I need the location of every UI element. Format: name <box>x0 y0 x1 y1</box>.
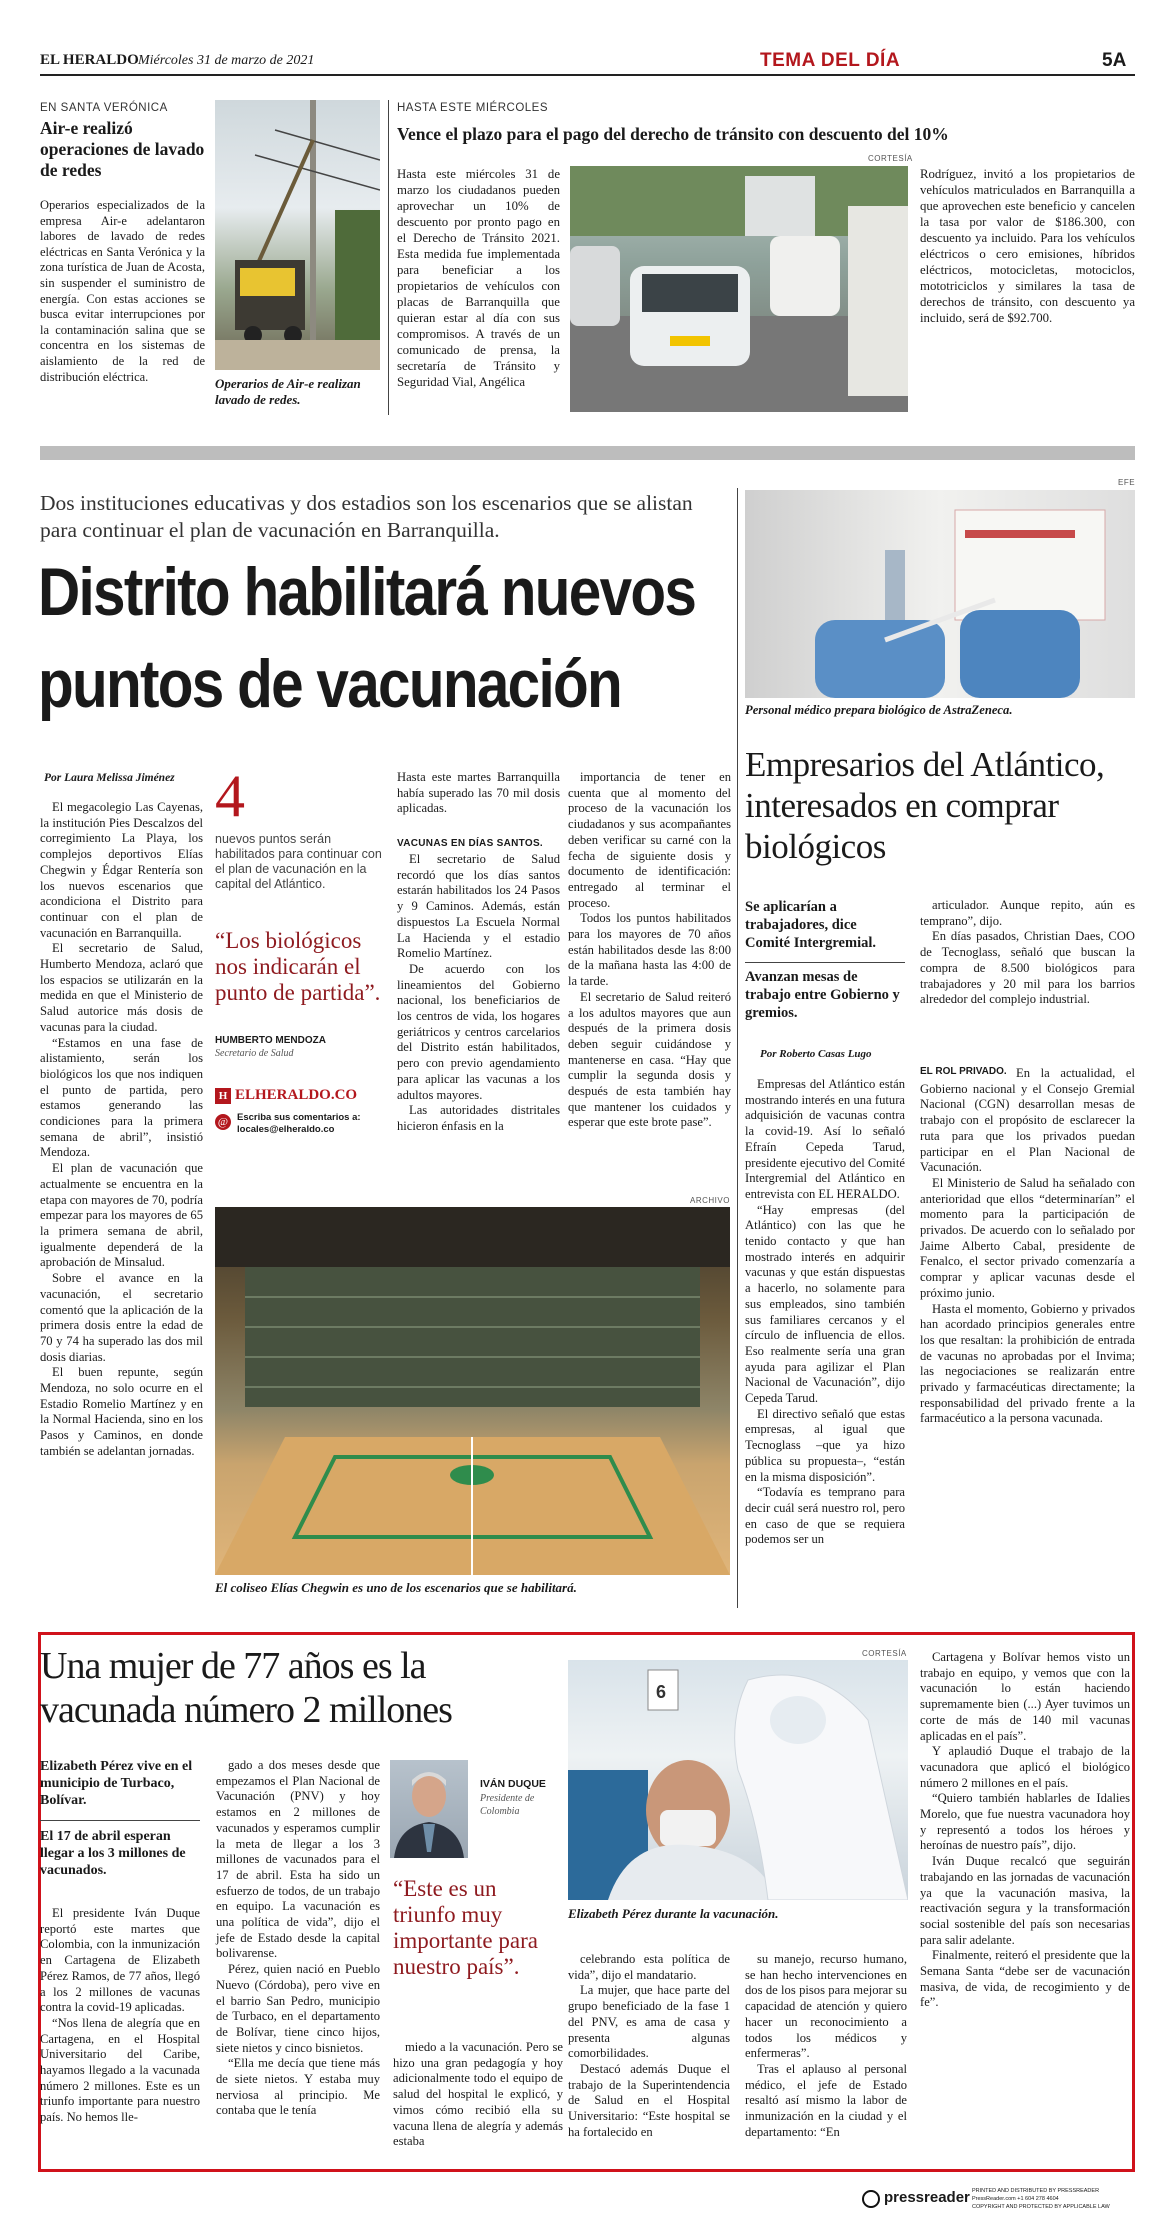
brief2-kicker: HASTA ESTE MIÉRCOLES <box>397 102 549 114</box>
pressreader-logo-icon <box>862 2190 880 2208</box>
brief1-caption: Operarios de Air-e realizan lavado de redes. <box>215 376 361 407</box>
page-number: 5A <box>1102 50 1127 71</box>
brief1-kicker: EN SANTA VERÓNICA <box>40 102 168 114</box>
section-bar <box>40 446 1135 460</box>
paragraph: De acuerdo con los lineamientos del Gobierno nacional, los beneficiarios de los centros de vida, los hogares geriátricos y centros carcelarios del Distrito están habilitados, pero con previo agendamiento para aplicar las vacunas a los adultos mayores. <box>397 961 560 1102</box>
paragraph: Y aplaudió Duque el trabajo de la vacunadora que aplicó el biológico número 2 millones en el país. <box>920 1744 1130 1790</box>
promo-text: Escriba sus comentarios a: <box>237 1112 361 1123</box>
brief2-photo <box>570 166 908 412</box>
box-summary1: Elizabeth Pérez vive en el municipio de Turbaco, Bolívar. <box>40 1759 193 1808</box>
brief1-body: Operarios especializados de la empresa Air-e adelantaron labores de lavado de redes eléctricas en Santa Verónica y la zona turística de Juan de Acosta, sin suspender el suministro de energía. Con estas acciones se busca evitar interrupciones por la contaminación salina que se concentra en los sistemas de aislamiento de la red de distribución eléctrica. <box>40 198 205 384</box>
paragraph: Iván Duque recalcó que seguirán trabajando en las jornadas de vacunación ya que la vacunación masiva, la reactivación segura y la transformación social sostenible del país son necesarias para salir adelante. <box>920 1854 1130 1947</box>
masthead: EL HERALDO <box>40 52 139 68</box>
side-photo-caption: Personal médico prepara biológico de AstraZeneca. <box>745 703 1013 717</box>
main-col3-subhead: VACUNAS EN DÍAS SANTOS. <box>397 838 543 849</box>
paragraph: En días pasados, Christian Daes, COO de Tecnoglass, señaló que buscan la compra de 8.500 biológicos para trabajadores y 20 mil para los barrios alrededor del complejo industrial. <box>920 929 1135 1007</box>
pressreader-footer <box>862 2186 1135 2216</box>
side-col1 <box>745 1077 905 1548</box>
main-deck: Dos instituciones educativas y dos estadios son los escenarios que se alistan para continuar el plan de vacunación en Barranquilla. <box>40 491 693 542</box>
paragraph: El presidente Iván Duque reportó este martes que Colombia, con la inmunización en Cartagena de Elizabeth Pérez Ramos, de 77 años, llegó a los 2 millones de vacunas contra la covid-19 aplicadas. <box>40 1906 200 2015</box>
brief2-photo-credit: CORTESÍA <box>868 154 913 163</box>
pressreader-brand: pressreader <box>884 2189 970 2206</box>
paragraph: Cartagena y Bolívar hemos visto un trabajo en equipo, y vemos que con la vacunación lo están haciendo supremamente bien (...) Ayer tuvimos un corte de más de 140 mil vacunas aplicadas en el país”. <box>920 1650 1130 1743</box>
paragraph: celebrando esta política de vida”, dijo el mandatario. <box>568 1952 730 1982</box>
main-col1 <box>40 800 203 1460</box>
paragraph: Hasta el momento, Gobierno y privados han acordado principios generales entre los que resaltan: la prohibición de entrada de vacunas no aprobadas por el Invima; las negociaciones se realizarán entre privado y farmacéuticas directamente; la responsabilidad del privado frente a la farmacéutico a la persona vacunada. <box>920 1301 1135 1426</box>
box-col1 <box>40 1906 200 2126</box>
footer-line1: PRINTED AND DISTRIBUTED BY PRESSREADER <box>972 2188 1100 2194</box>
side-col2-subhead: EL ROL PRIVADO. <box>920 1066 1007 1077</box>
paragraph: su manejo, recurso humano, se han hecho intervenciones en dos de los pisos para mejorar su capacidad de atención y quiero hacer un reconocimiento a todos los médicos y enfermeras”. <box>745 1952 907 2061</box>
paragraph: “Quiero también hablarles de Idalies Morelo, que fue nuestra vacunadora hoy y representó a todos los héroes y heroínas de nuestro país”, dijo. <box>920 1791 1130 1853</box>
paragraph: miedo a la vacunación. Pero se hizo una gran pedagogía y hoy adicionalmente todo el equipo de salud del hospital le explicó, y vimos cómo recibió ella su vacuna llena de alegría y además estaba <box>393 2040 563 2149</box>
paragraph: “Todavía es temprano para decir cuál será nuestro rol, pero en caso de que se requiera podemos ser un <box>745 1485 905 1547</box>
main-photo <box>215 1207 730 1575</box>
quote-role: Secretario de Salud <box>215 1048 294 1059</box>
side-byline: Por Roberto Casas Lugo <box>760 1048 872 1060</box>
brief2-col2: Rodríguez, invitó a los propietarios de vehículos matriculados en Barranquilla a que aprovechen este beneficio y cancelen la tasa por valor de $186.300, con descuento ya incluido. Para los vehículos eléctricos o cero emisiones, híbridos eléctricos, motocicletas, motociclos, mototriciclos y similares la tasa de derechos de tránsito, con descuento ya incluido, será de $92.700. <box>920 167 1135 325</box>
box-quote-role: Presidente de Colombia <box>480 1793 535 1817</box>
paragraph: En la actualidad, el Gobierno nacional y el Consejo Gremial Nacional (CGN) desarrollan mesas de trabajo con el propósito de esclarecer la ruta para que los privados puedan participar en el Plan Nacional de Vacunación. <box>920 1066 1135 1175</box>
main-col3-intro: Hasta este martes Barranquilla había superado las 70 mil dosis aplicadas. <box>397 770 560 816</box>
promo-email[interactable]: locales@elheraldo.co <box>237 1124 335 1135</box>
paragraph: El plan de vacunación que actualmente se encuentra en la etapa con mayores de 70, podría empezar para los mayores de 65 la primera semana de abril, igualmente dependerá de la aprobación de Minsalud. <box>40 1161 203 1270</box>
promo-brand: ELHERALDO.CO <box>235 1087 358 1103</box>
box-headline-line2: vacunada número 2 millones <box>40 1689 452 1731</box>
paragraph: El secretario de Salud recordó que los días santos estarán habilitados los 24 Pasos y 9 Caminos. Además, están dispuestos La Escuela Normal La Hacienda y el estadio Romelio Martínez. <box>397 852 560 961</box>
box-photo <box>568 1660 908 1900</box>
box-col3 <box>393 2040 563 2150</box>
box-summary2: El 17 de abril esperan llegar a los 3 millones de vacunados. <box>40 1829 186 1878</box>
side-headline: Empresarios del Atlántico, interesados en comprar biológicos <box>745 745 1105 866</box>
main-headline-line2: puntos de vacunación <box>38 646 621 722</box>
paragraph: Finalmente, reiteró el presidente que la Semana Santa “debe ser de vacunación masiva, de vida, de recogimiento y de fe”. <box>920 1948 1130 2010</box>
box-col2 <box>216 1758 380 2119</box>
section-name: TEMA DEL DÍA <box>760 50 901 71</box>
paragraph: La mujer, que hace parte del grupo beneficiado de la fase 1 del PNV, es ama de casa y presenta algunas comorbilidades. <box>568 1983 730 2061</box>
box-headline <box>40 1644 560 1732</box>
paragraph: “Hay empresas (del Atlántico) con las que he tenido contacto y que han mostrado interés en adquirir vacunas y que están dispuestas a hacerlo, no solamente para sus empleados, sino también sus familiares cercanos y el círculo de influencia de ellos. Eso realmente sería una gran ayuda para agilizar el Plan Nacional de Vacunación”, dijo Cepeda Tarud. <box>745 1202 905 1406</box>
paragraph: Sobre el avance en la vacunación, el secretario comentó que la aplicación de la primera dosis entre la edad de 70 y 74 ha superado las dos mil dosis diarias. <box>40 1271 203 1364</box>
box-col5 <box>745 1952 907 2140</box>
paragraph: importancia de tener en cuenta que al momento del proceso de la vacunación los ciudadanos y sus acompañantes deben verificar su carné con la fecha de siguiente dosis y documento de identificación: entregado al terminar el proceso. <box>568 770 731 910</box>
utility-pole-photo <box>215 100 380 370</box>
paragraph: El buen repunte, según Mendoza, no solo ocurre en el Estadio Romelio Martínez y en la Normal Hacienda, sino en los Pasos y Caminos, en donde también se adelantan jornadas. <box>40 1365 203 1458</box>
side-divider <box>737 488 738 1608</box>
stat-number: 4 <box>215 763 245 829</box>
page-header <box>40 50 1135 72</box>
paragraph: Tras el aplauso al personal médico, el jefe de Estado resaltó así mismo la labor de inmunización en la ciudad y el departamento: “En <box>745 2061 907 2139</box>
brief1-headline: Air-e realizó operaciones de lavado de redes <box>40 118 205 180</box>
paragraph: El secretario de Salud, Humberto Mendoza, aclaró que los espacios se utilizarán en la medida en que el Ministerio de Salud autorice más dosis de vacunas para la ciudad. <box>40 941 203 1034</box>
side-photo <box>745 490 1135 698</box>
side-col2b <box>920 1066 1135 1427</box>
paragraph: Destacó además Duque el trabajo de la Superintendencia de Salud en el Hospital Universitario: “Este hospital se ha fortalecido en <box>568 2061 730 2139</box>
main-headline-line1: Distrito habilitará nuevos <box>38 554 696 630</box>
side-summary2: Avanzan mesas de trabajo entre Gobierno y gremios. <box>745 969 900 1021</box>
header-date: Miércoles 31 de marzo de 2021 <box>138 53 315 68</box>
stat-text: nuevos puntos serán habilitados para continuar con el plan de vacunación en la capital del Atlántico. <box>215 832 382 891</box>
quote-name: HUMBERTO MENDOZA <box>215 1035 326 1046</box>
main-col3 <box>397 852 560 1135</box>
box-col6 <box>920 1650 1130 2011</box>
brief2-col1: Hasta este miércoles 31 de marzo los ciudadanos pueden aprovechar un 10% de descuento por pronto pago en el Derecho de Tránsito 2021. Esta medida fue implementada para beneficiar a los propietarios de vehículos con placas de Barranquilla que quieran estar al día con sus compromisos. A través de un comunicado de prensa, la secretaría de Tránsito y Seguridad Vial, Angélica <box>397 167 560 389</box>
paragraph: El secretario de Salud reiteró a los adultos mayores que aun después de la primera dosis deben seguir cuidándose y mantenerse en casa. “Hay que cumplir la segunda dosis y después de esta también hay que mantener los cuidados y esperar que este brote pase”. <box>568 989 731 1130</box>
box-photo-caption: Elizabeth Pérez durante la vacunación. <box>568 1906 779 1921</box>
vaccination-photo <box>568 1660 908 1900</box>
main-photo-caption: El coliseo Elías Chegwin es uno de los escenarios que se habilitará. <box>215 1580 577 1595</box>
paragraph: El directivo señaló que estas empresas, al igual que Tecnoglass –que ya hizo pública su propuesta–, “están en la misma disposición”. <box>745 1406 905 1484</box>
box-summary-rule <box>40 1820 200 1821</box>
brief2-headline: Vence el plazo para el pago del derecho de tránsito con descuento del 10% <box>397 124 949 144</box>
paragraph: gado a dos meses desde que empezamos el Plan Nacional de Vacunación (PNV) y hoy estamos en 2 millones de vacunados y esperamos cumplir la meta de llegar a los 3 millones de vacunados para el 17 de abril. Esta ha sido un esfuerzo de todos, de un trabajo en equipo. La vacunación es una política de vida”, dijo el jefe de Estado desde la capital bolivarense. <box>216 1758 380 1961</box>
paragraph: Las autoridades distritales hicieron énfasis en la <box>397 1103 560 1133</box>
svg-text:6: 6 <box>656 1682 667 1702</box>
paragraph: “Estamos en una fase de alistamiento, serán los biológicos los que nos indiquen el punto de partida, pero estamos generando las condiciones para la primera semana de abril”, insistió Mendoza. <box>40 1035 203 1160</box>
brief1-photo <box>215 100 380 370</box>
paragraph: articulador. Aunque repito, aún es temprano”, dijo. <box>920 898 1135 928</box>
paragraph: “Ella me decía que tiene más de siete nietos. Y estaba muy nerviosa al principio. Me contaba que le tenía <box>216 2056 380 2118</box>
heraldo-logo-icon: H <box>215 1088 231 1104</box>
coliseum-photo <box>215 1207 730 1575</box>
box-pull-quote: “Este es un triunfo muy importante para nuestro país”. <box>393 1876 538 1979</box>
portrait-photo <box>390 1760 468 1858</box>
paragraph: El Ministerio de Salud ha señalado con anterioridad que ellos “determinarían” el momento para la participación de privados. De acuerdo con lo señalado por Jaime Alberto Cabal, presidente de Fenalco, el sector privado comenzaría a comprar y aplicar vacunas desde el próximo junio. <box>920 1175 1135 1300</box>
box-quote-name: IVÁN DUQUE <box>480 1778 546 1790</box>
paragraph: El megacolegio Las Cayenas, la institución Pies Descalzos del corregimiento La Playa, los complejos deportivos Elías Chegwin y Édgar Rentería son los nuevos escenarios que acondiciona el Distrito para continuar con el plan de vacunación en Barranquilla. <box>40 800 203 940</box>
brief-divider <box>388 100 389 415</box>
paragraph: “Nos llena de alegría que en Cartagena, en el Hospital Universitario del Caribe, hayamos llegado a la vacunada número 2 millones. Este es un triunfo importante para nuestro país. No hemos lle- <box>40 2015 200 2125</box>
side-photo-credit: EFE <box>1118 478 1136 487</box>
email-icon: @ <box>215 1114 231 1130</box>
main-col4 <box>568 770 731 1131</box>
side-summary1: Se aplicarían a trabajadores, dice Comité Intergremial. <box>745 899 876 951</box>
main-photo-credit: ARCHIVO <box>690 1196 730 1205</box>
footer-line2: PressReader.com +1 604 278 4604 <box>972 2196 1059 2202</box>
paragraph: Pérez, quien nació en Pueblo Nuevo (Córdoba), pero vive en el barrio San Pedro, municipio de Turbaco, en el departamento de Bolívar, tiene cinco hijos, siete nietos y cinco bisnietos. <box>216 1962 380 2055</box>
vaccine-photo <box>745 490 1135 698</box>
side-summary-rule <box>745 962 905 963</box>
duque-portrait <box>390 1760 468 1858</box>
footer-line3: COPYRIGHT AND PROTECTED BY APPLICABLE LAW <box>972 2204 1110 2210</box>
side-col2a <box>920 898 1135 1008</box>
paragraph: Todos los puntos habilitados para los mayores de 70 años están habilitados desde las 8:00 de la mañana hasta las 4:00 de la tarde. <box>568 911 731 989</box>
traffic-photo <box>570 166 908 412</box>
header-rule <box>40 74 1135 76</box>
box-headline-line1: Una mujer de 77 años es la <box>40 1645 426 1687</box>
box-photo-credit: CORTESÍA <box>862 1649 907 1658</box>
main-byline: Por Laura Melissa Jiménez <box>44 772 175 784</box>
pull-quote: “Los biológicos nos indicarán el punto de partida”. <box>215 928 381 1005</box>
box-col4 <box>568 1952 730 2140</box>
paragraph: Empresas del Atlántico están mostrando interés en una futura adquisición de vacunas contra la covid-19. Así lo señaló Efraín Cepeda Tarud, presidente ejecutivo del Comité Intergremial del Atlántico en entrevista con EL HERALDO. <box>745 1077 905 1201</box>
